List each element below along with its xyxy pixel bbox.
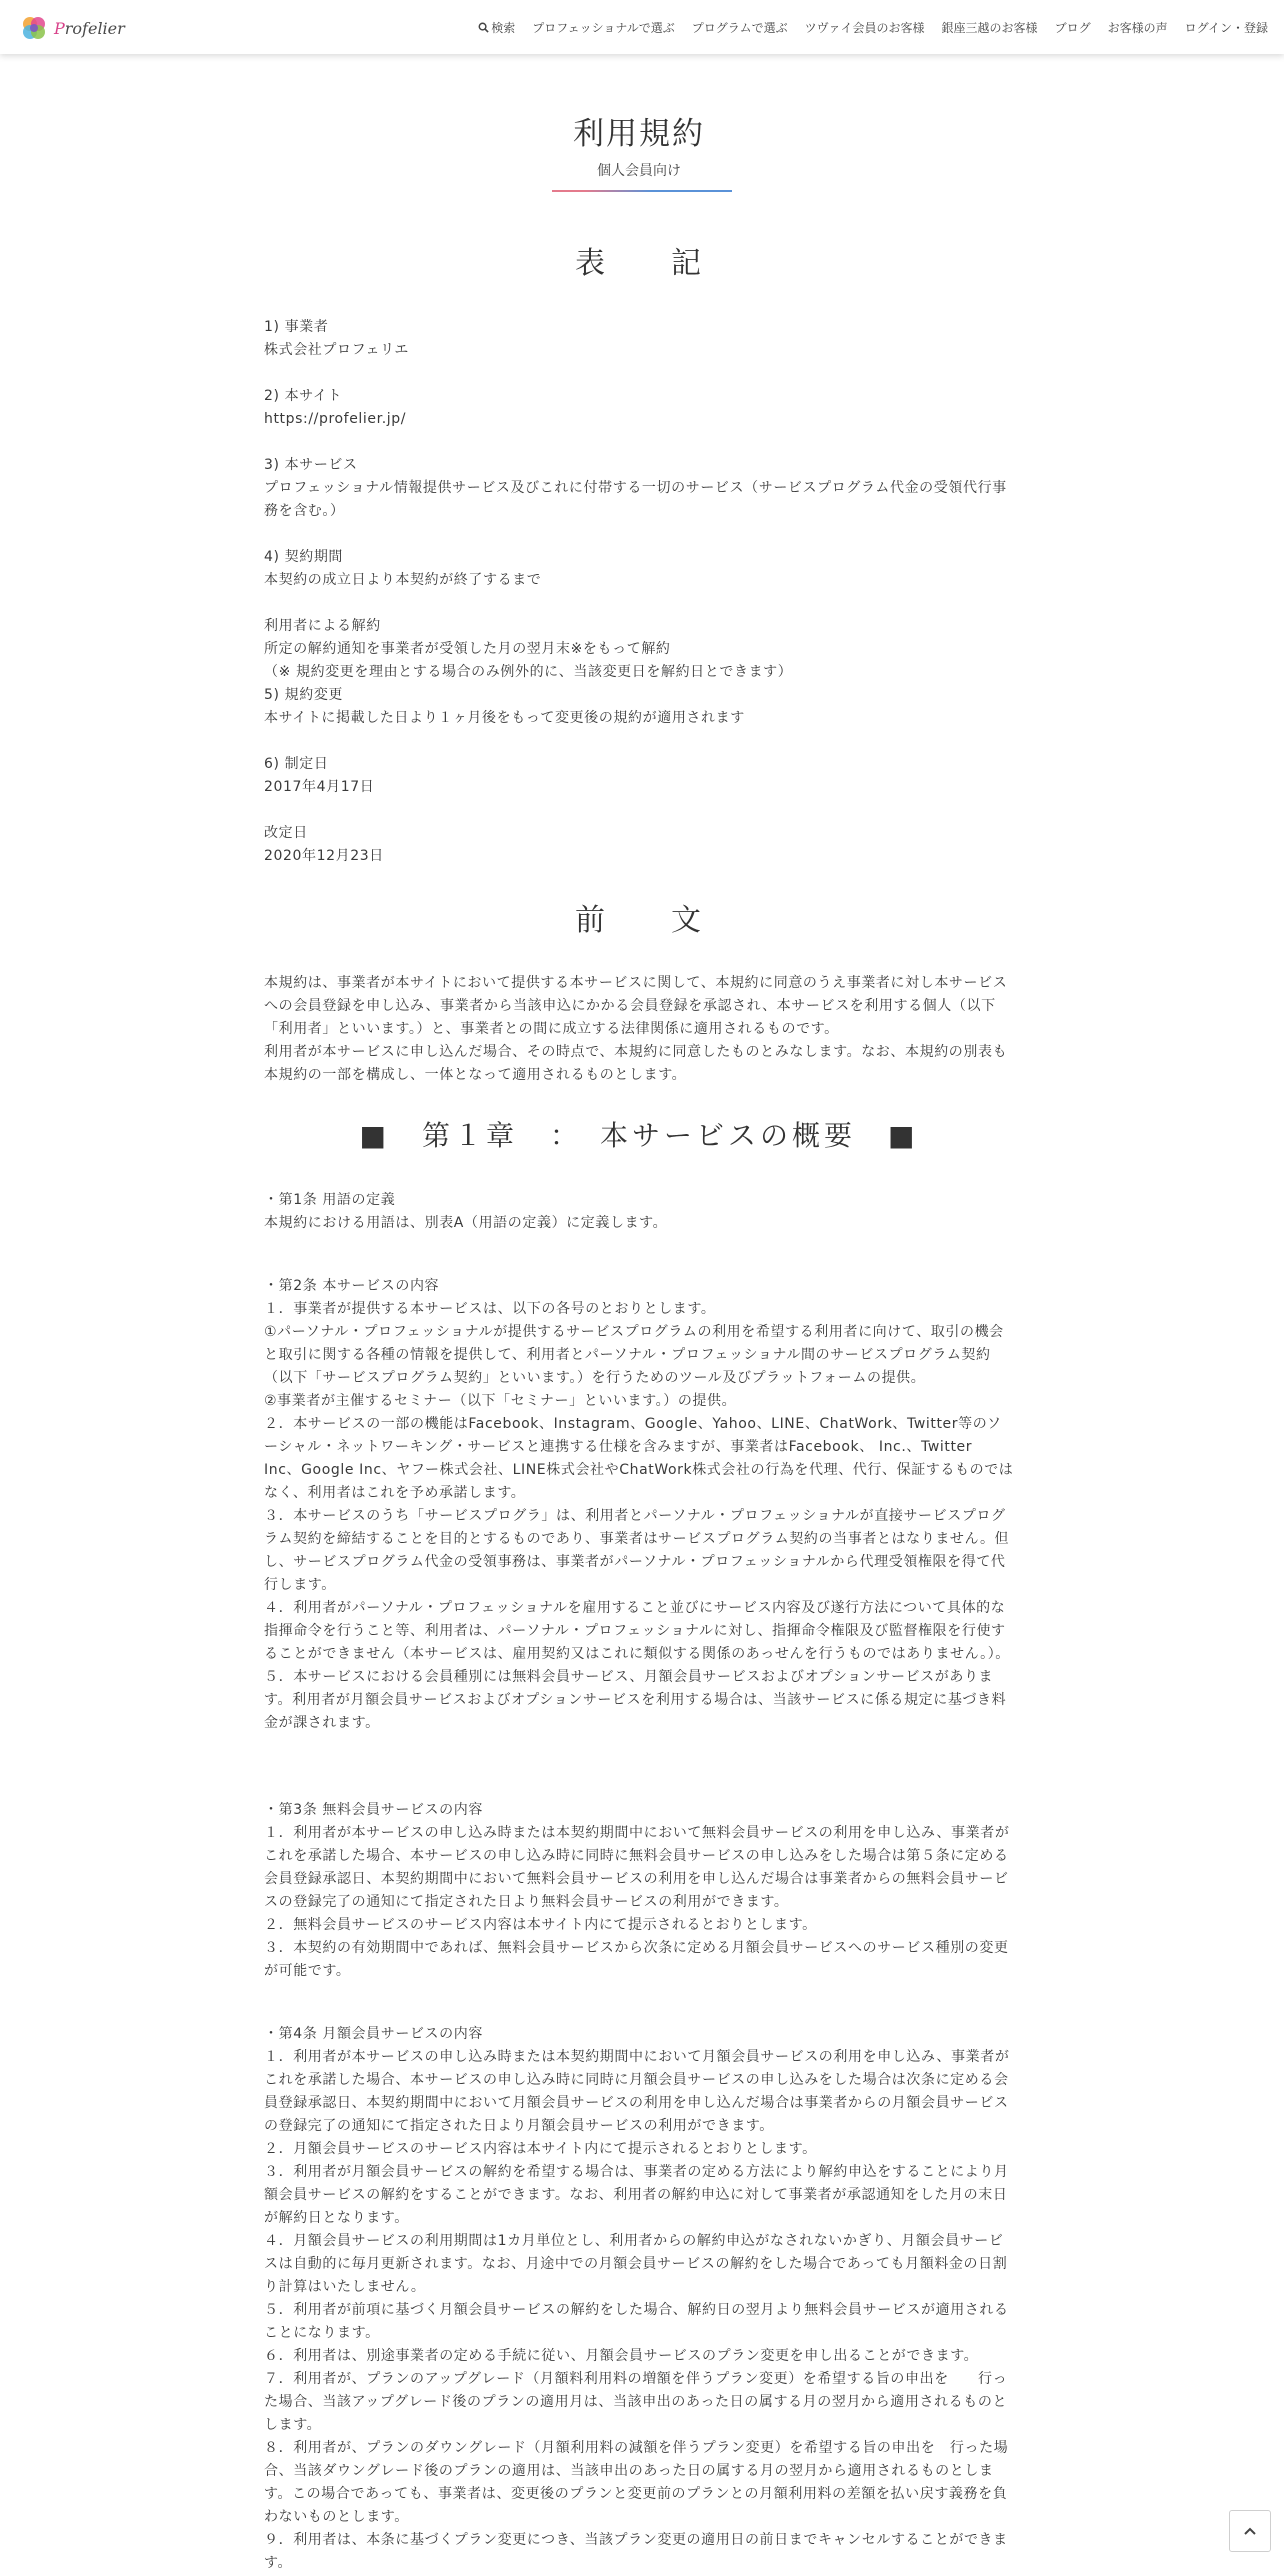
article-4 — [264, 2023, 1014, 2575]
hyoki-line: 2) 本サイト — [264, 388, 343, 404]
article-line: ２．本サービスの一部の機能はFacebook、Instagram、Google、Yahoo、LINE、ChatWork、Twitter等のソーシャル・ネットワーキング・サービスと連携する仕様を含みますが、事業者はFacebook、 Inc.、Twitter Inc、Google Inc、ヤフー株式会社、LINE株式会社やChatWork株式会社の行為を代理、代行、保証するものではなく、利用者はこれを予め承諾します。 — [264, 1416, 1014, 1501]
hyoki-line: 所定の解約通知を事業者が受領した月の翌月末※をもって解約 — [264, 641, 671, 657]
nav-login-register[interactable]: ログイン・登録 — [1184, 20, 1268, 35]
article-title: ・第3条 無料会員サービスの内容 — [264, 1802, 483, 1818]
article-line: ３．本契約の有効期間中であれば、無料会員サービスから次条に定める月額会員サービスへのサービス種別の変更が可能です。 — [264, 1940, 1009, 1979]
article-line: ９．利用者は、本条に基づくプラン変更につき、当該プラン変更の適用日の前日までキャンセルすることができます。 — [264, 2532, 1008, 2571]
hyoki-line: 2017年4月17日 — [264, 779, 375, 795]
page-subtitle: 個人会員向け — [597, 163, 681, 179]
hyoki-line: 本サイトに掲載した日より１ヶ月後をもって変更後の規約が適用されます — [264, 710, 745, 726]
article-line: ４．月額会員サービスの利用期間は1カ月単位とし、利用者からの解約申込がなされないかぎり、月額会員サービスは自動的に毎月更新されます。なお、月途中での月額会員サービスの解約をした場合であっても月額料金の日割り計算はいたしません。 — [264, 2233, 1008, 2295]
site-logo[interactable] — [20, 13, 125, 43]
hyoki-line: 株式会社プロフェリエ — [264, 342, 410, 358]
chevron-up-icon — [1243, 2526, 1257, 2536]
article-line: ８．利用者が、プランのダウングレード（月額利用料の減額を伴うプラン変更）を希望する旨の申出を 行った場合、当該ダウングレード後のプランの適用は、当該申出のあった日の属する月の翌月から適用されるものとします。この場合であっても、事業者は、変更後のプランと変更前のプランとの月額利用料の差額を払い戻す義務を負わないものとします。 — [264, 2440, 1009, 2525]
article-3 — [264, 1799, 1014, 1983]
hyoki-url[interactable]: https://profelier.jp/ — [264, 411, 407, 427]
nav-customer-voices[interactable]: お客様の声 — [1107, 20, 1168, 35]
article-line: ５．利用者が前項に基づく月額会員サービスの解約をした場合、解約日の翌月より無料会員サービスが適用されることになります。 — [264, 2302, 1009, 2341]
article-line: １．利用者が本サービスの申し込み時または本契約期間中において無料会員サービスの利用を申し込み、事業者がこれを承諾した場合、本サービスの申し込み時に同時に無料会員サービスの申し込みをした場合は第５条に定める会員登録承認日、本契約期間中において無料会員サービスの利用を申し込んだ場合は事業者からの無料会員サービスの登録完了の通知にて指定された日より無料会員サービスの利用ができます。 — [264, 1825, 1010, 1910]
nav-blog[interactable]: ブログ — [1054, 20, 1091, 35]
hyoki-line: 利用者による解約 — [264, 618, 381, 634]
hyoki-line: 本契約の成立日より本契約が終了するまで — [264, 572, 542, 588]
section-heading-zenbun: 前 文 — [575, 903, 703, 938]
article-line: ①パーソナル・プロフェッショナルが提供するサービスプログラムの利用を希望する利用者に向けて、取引の機会と取引に関する各種の情報を提供して、利用者とパーソナル・プロフェッショナル間のサービスプログラム契約（以下「サービスプログラム契約」といいます。）を行うためのツール及びプラットフォームの提供。 — [264, 1324, 1004, 1386]
article-line: １．利用者が本サービスの申し込み時または本契約期間中において月額会員サービスの利用を申し込み、事業者がこれを承諾した場合、本サービスの申し込み時に同時に月額会員サービスの申し込みをした場合は次条に定める会員登録承認日、本契約期間中において月額会員サービスの利用を申し込んだ場合は事業者からの月額会員サービスの登録完了の通知にて指定された日より月額会員サービスの利用ができます。 — [264, 2049, 1010, 2134]
hyoki-line: 5) 規約変更 — [264, 687, 344, 703]
article-title: ・第4条 月額会員サービスの内容 — [264, 2026, 483, 2042]
nav-ginza-mitsukoshi[interactable]: 銀座三越のお客様 — [941, 20, 1038, 35]
nav-zwei-members[interactable]: ツヴァイ会員のお客様 — [804, 20, 925, 35]
main-nav — [461, 0, 1268, 54]
site-header — [0, 0, 1284, 54]
logo-text: Profelier — [54, 18, 125, 38]
nav-select-professional[interactable]: プロフェッショナルで選ぶ — [532, 20, 675, 35]
nav-search[interactable]: 検索 — [478, 19, 515, 36]
zenbun-paragraph: 利用者が本サービスに申し込んだ場合、その時点で、本規約に同意したものとみなします。なお、本規約の別表も本規約の一部を構成し、一体となって適用されるものとします。 — [264, 1044, 1008, 1083]
article-title: ・第2条 本サービスの内容 — [264, 1278, 440, 1294]
article-line: ②事業者が主催するセミナー（以下「セミナー」といいます。）の提供。 — [264, 1393, 737, 1409]
zenbun-block — [264, 972, 1014, 1087]
logo-mark-icon — [20, 14, 48, 42]
article-line: 本規約における用語は、別表A（用語の定義）に定義します。 — [264, 1215, 668, 1231]
chapter-1-heading: ■ 第１章 ： 本サービスの概要 ■ — [359, 1119, 919, 1152]
title-underline — [552, 190, 732, 192]
hyoki-line: （※ 規約変更を理由とする場合のみ例外的に、当該変更日を解約日とできます） — [264, 664, 793, 680]
article-line: １．事業者が提供する本サービスは、以下の各号のとおりとします。 — [264, 1301, 716, 1317]
back-to-top-button[interactable] — [1229, 2510, 1271, 2552]
hyoki-line: 改定日 — [264, 825, 308, 841]
section-heading-hyoki: 表 記 — [575, 246, 703, 281]
article-line: ３．本サービスのうち「サービスプログラ」は、利用者とパーソナル・プロフェッショナルが直接サービスプログラム契約を締結することを目的とするものであり、事業者はサービスプログラム契約の当事者とはなりません。但し、サービスプログラム代金の受領事務は、事業者がパーソナル・プロフェッショナルから代理受領権限を得て代行します。 — [264, 1508, 1010, 1593]
article-line: ４．利用者がパーソナル・プロフェッショナルを雇用すること並びにサービス内容及び遂行方法について具体的な指揮命令を行うこと等、利用者は、パーソナル・プロフェッショナルに対し、指揮命令権限及び監督権限を行使することができません（本サービスは、雇用契約又はこれに類似する関係のあっせんを行うものではありません。）。 — [264, 1600, 1010, 1662]
page-title: 利用規約 — [573, 116, 705, 152]
hyoki-block — [264, 316, 1014, 868]
article-line: ３．利用者が月額会員サービスの解約を希望する場合は、事業者の定める方法により解約申込をすることにより月額会員サービスの解約をすることができます。なお、利用者の解約申込に対して事業者が承認通知をした月の末日が解約日となります。 — [264, 2164, 1009, 2226]
search-icon — [478, 22, 489, 33]
article-line: ６．利用者は、別途事業者の定める手続に従い、月額会員サービスのプラン変更を申し出ることができます。 — [264, 2348, 979, 2364]
hyoki-line: 6) 制定日 — [264, 756, 329, 772]
article-1 — [264, 1189, 1014, 1235]
hyoki-line: 2020年12月23日 — [264, 848, 384, 864]
article-line: ２．月額会員サービスのサービス内容は本サイト内にて提示されるとおりとします。 — [264, 2141, 817, 2157]
article-title: ・第1条 用語の定義 — [264, 1192, 396, 1208]
zenbun-paragraph: 本規約は、事業者が本サイトにおいて提供する本サービスに関して、本規約に同意のうえ事業者に対し本サービスへの会員登録を申し込み、事業者から当該申込にかかる会員登録を承認され、本サービスを利用する個人（以下「利用者」といいます。）と、事業者との間に成立する法律関係に適用されるものです。 — [264, 975, 1008, 1037]
article-line: ７．利用者が、プランのアップグレード（月額料利用料の増額を伴うプラン変更）を希望する旨の申出を 行った場合、当該アップグレード後のプランの適用月は、当該申出のあった日の属する月の翌月から適用されるものとします。 — [264, 2371, 1008, 2433]
nav-select-program[interactable]: プログラムで選ぶ — [691, 20, 788, 35]
hyoki-line: 1) 事業者 — [264, 319, 329, 335]
article-line: ５．本サービスにおける会員種別には無料会員サービス、月額会員サービスおよびオプションサービスがあります。利用者が月額会員サービスおよびオプションサービスを利用する場合は、当該サービスに係る規定に基づき料金が課されます。 — [264, 1669, 1007, 1731]
hyoki-line: プロフェッショナル情報提供サービス及びこれに付帯する一切のサービス（サービスプログラム代金の受領代行事務を含む。） — [264, 480, 1007, 519]
article-line: ２．無料会員サービスのサービス内容は本サイト内にて提示されるとおりとします。 — [264, 1917, 817, 1933]
hyoki-line: 4) 契約期間 — [264, 549, 344, 565]
article-2 — [264, 1275, 1014, 1735]
hyoki-line: 3) 本サービス — [264, 457, 358, 473]
